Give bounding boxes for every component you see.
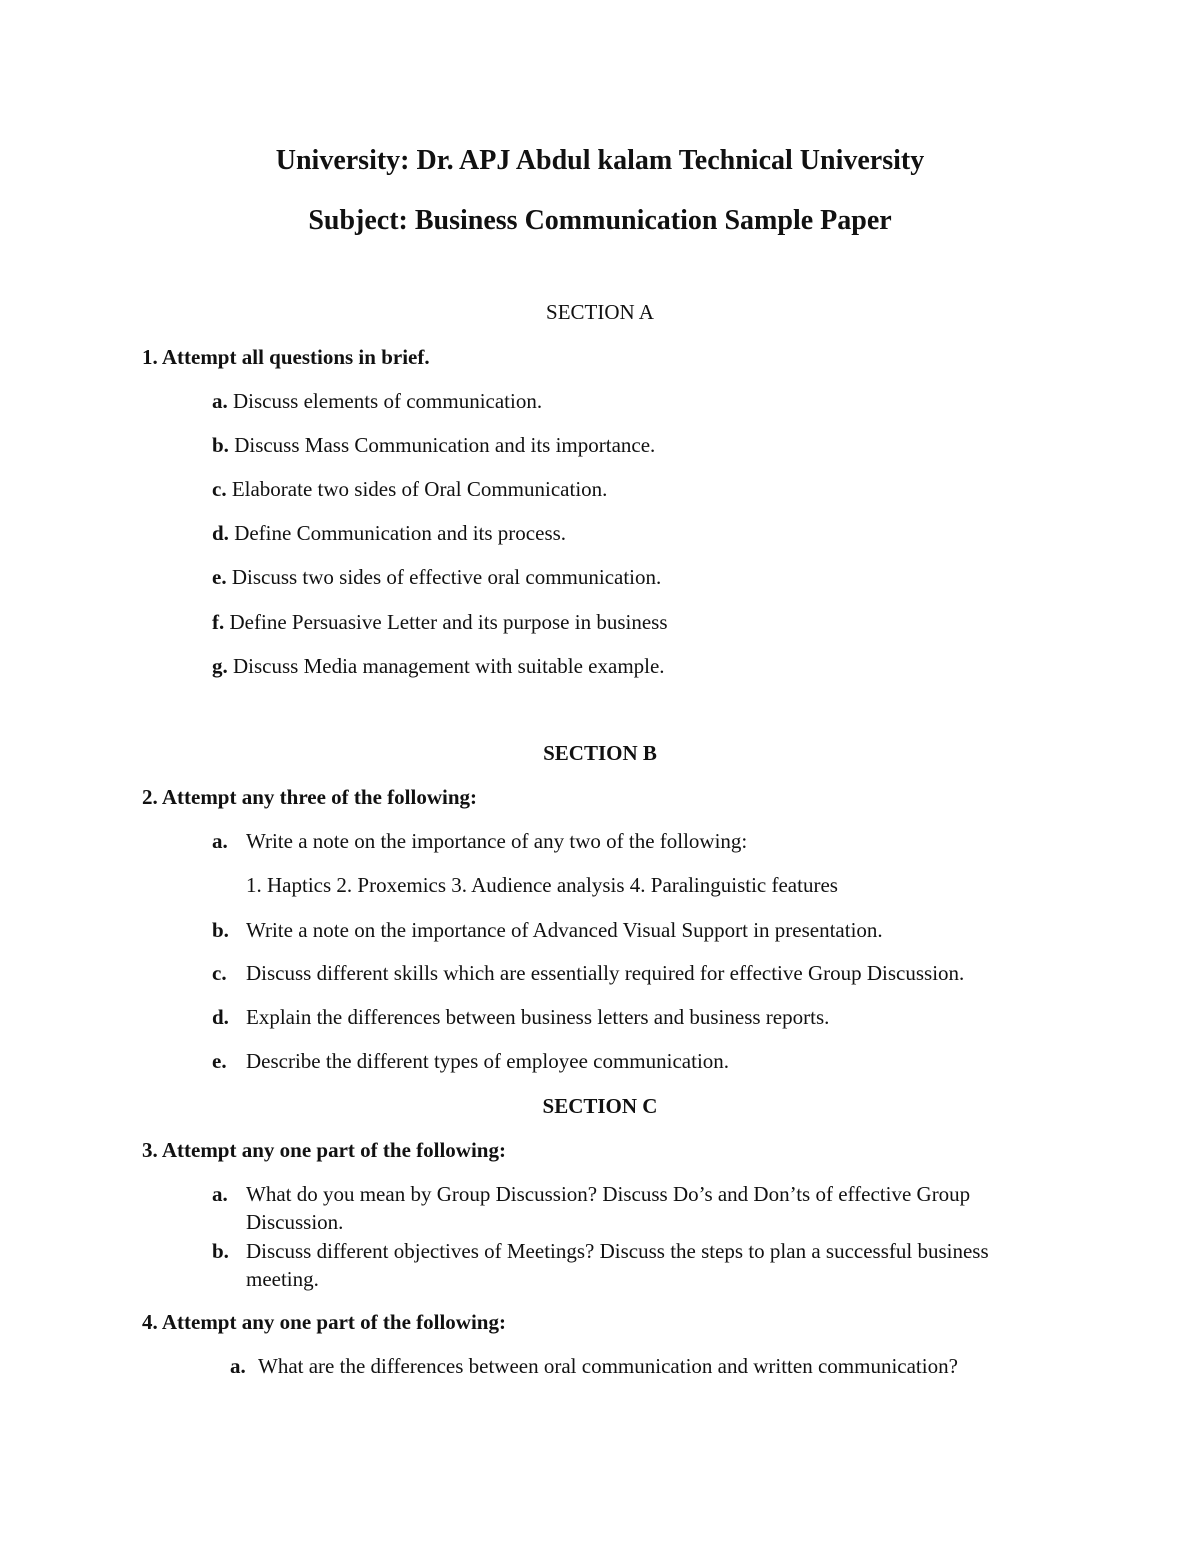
item-label: b. (212, 918, 229, 942)
item-label: f. (212, 610, 225, 634)
item-text: Explain the differences between business letters and business reports. (246, 1005, 830, 1029)
list-item (212, 521, 566, 545)
question-4: 4. Attempt any one part of the following: (142, 1310, 506, 1334)
item-text: What do you mean by Group Discussion? Discuss Do’s and Don’ts of effective Group Discussion. (246, 1182, 971, 1234)
item-text: Describe the different types of employee communication. (246, 1049, 730, 1073)
item-text: Elaborate two sides of Oral Communication. (231, 477, 608, 501)
item-label: a. (212, 389, 228, 413)
question-1: 1. Attempt all questions in brief. (142, 345, 430, 369)
list-item (212, 1180, 1072, 1236)
list-item (212, 565, 661, 589)
item-label: g. (212, 654, 228, 678)
item-label: a. (212, 829, 228, 853)
question-3: 3. Attempt any one part of the following: (142, 1138, 506, 1162)
item-label: c. (212, 477, 227, 501)
item-text: Discuss elements of communication. (233, 389, 543, 413)
item-label: d. (212, 521, 229, 545)
item-text: Define Communication and its process. (234, 521, 567, 545)
item-text: Discuss Mass Communication and its importance. (234, 433, 656, 457)
question-2: 2. Attempt any three of the following: (142, 785, 477, 809)
item-label: c. (212, 961, 227, 985)
list-item (212, 918, 883, 942)
section-c-heading: SECTION C (542, 1094, 658, 1118)
item-label: b. (212, 1239, 229, 1263)
item-label: b. (212, 433, 229, 457)
list-item (212, 389, 542, 413)
list-item (212, 1005, 829, 1029)
item-text: Discuss different objectives of Meetings? Discuss the steps to plan a successful business meeting. (246, 1239, 989, 1291)
section-a-heading: SECTION A (546, 300, 654, 324)
item-label: a. (230, 1354, 246, 1378)
item-text: Discuss Media management with suitable example. (233, 654, 665, 678)
item-label: e. (212, 565, 227, 589)
item-label: e. (212, 1049, 227, 1073)
item-text: Write a note on the importance of any two of the following: (246, 829, 748, 853)
list-item (212, 1237, 1002, 1293)
list-item (212, 829, 747, 853)
subject-title: Subject: Business Communication Sample Paper (308, 205, 892, 236)
list-item (212, 654, 665, 678)
list-item (212, 477, 607, 501)
item-text: Define Persuasive Letter and its purpose in business (229, 610, 668, 634)
item-text: Discuss different skills which are essentially required for effective Group Discussion. (246, 961, 965, 985)
university-title: University: Dr. APJ Abdul kalam Technical University (275, 145, 925, 176)
item-text: What are the differences between oral communication and written communication? (258, 1354, 958, 1378)
list-item (212, 1049, 729, 1073)
section-b-heading: SECTION B (543, 741, 657, 765)
item-text: Discuss two sides of effective oral communication. (231, 565, 662, 589)
list-item (246, 873, 838, 897)
list-item (212, 610, 668, 634)
item-text: 1. Haptics 2. Proxemics 3. Audience analysis 4. Paralinguistic features (246, 873, 838, 897)
item-label: d. (212, 1005, 229, 1029)
item-label: a. (212, 1182, 228, 1206)
list-item (212, 433, 655, 457)
list-item (230, 1354, 958, 1378)
list-item (212, 961, 964, 985)
item-text: Write a note on the importance of Advanced Visual Support in presentation. (246, 918, 883, 942)
